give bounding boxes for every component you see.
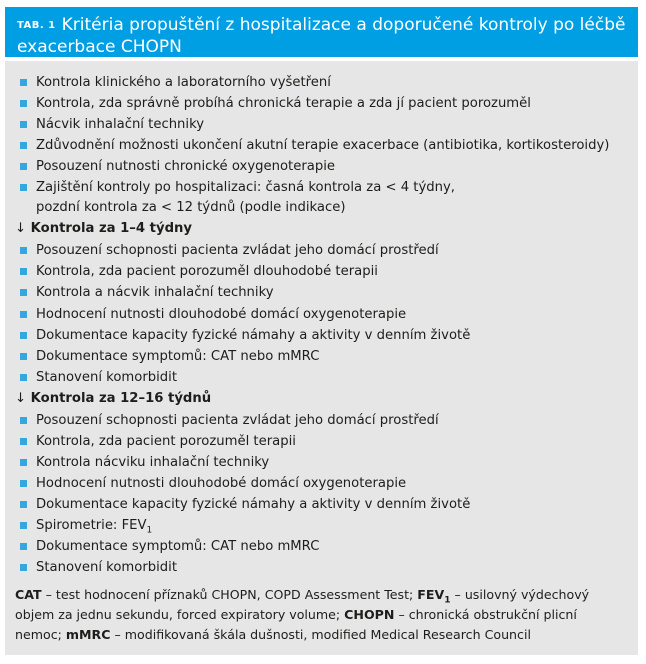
square-bullet-icon [20,374,27,381]
list-item: Hodnocení nutnosti dlouhodobé domácí oxygenoterapie [14,473,638,494]
square-bullet-icon [20,459,27,466]
list-item: Kontrola a nácvik inhalační techniky [14,282,638,303]
square-bullet-icon [20,522,27,529]
discharge-criteria-list [14,72,638,218]
list-item: Kontrola nácviku inhalační techniky [14,452,638,473]
list-item: Dokumentace symptomů: CAT nebo mMRC [14,536,638,557]
list-item: Kontrola klinického a laboratorního vyšetření [14,72,638,93]
table-header [5,7,638,61]
list-item: Posouzení schopnosti pacienta zvládat jeho domácí prostředí [14,240,638,261]
list-item: Stanovení komorbidit [14,367,638,388]
list-item: Dokumentace kapacity fyzické námahy a aktivity v denním životě [14,494,638,515]
square-bullet-icon [20,100,27,107]
square-bullet-icon [20,564,27,571]
list-item: Spirometrie: $FEV_1$ [14,515,638,536]
square-bullet-icon [20,163,27,170]
square-bullet-icon [20,501,27,508]
list-item: Posouzení schopnosti pacienta zvládat jeho domácí prostředí [14,410,638,431]
list-item: Zajištění kontroly po hospitalizaci: časná kontrola za < 4 týdny, pozdní kontrola za < 12 týdnů (podle indikace) [14,177,638,218]
list-item: Zdůvodnění možnosti ukončení akutní terapie exacerbace (antibiotika, kortikosteroidy) [14,135,638,156]
table-title: Kritéria propuštění z hospitalizace a doporučené kontroly po léčbě exacerbace CHOPN [17,15,626,57]
checkup-12-16-weeks-list [14,410,638,579]
abbreviations-footnote: CAT – test hodnocení příznaků CHOPN, COPD Assessment Test; $FEV_1$ – usilovný výdechový objem za jednu sekundu, forced expiratory volume; CHOPN – chronická obstrukční plicní nemoc; mMRC – modifikovaná škála dušnosti, modified Medical Research Council [15,587,590,643]
section-heading-12-16-weeks: ↓ Kontrola za 12–16 týdnů [15,390,212,406]
table-body [5,61,638,645]
list-item: Hodnocení nutnosti dlouhodobé domácí oxygenoterapie [14,304,638,325]
square-bullet-icon [20,417,27,424]
square-bullet-icon [20,121,27,128]
square-bullet-icon [20,332,27,339]
checkup-1-4-weeks-list [14,240,638,388]
list-item: Dokumentace symptomů: CAT nebo mMRC [14,346,638,367]
list-item: Kontrola, zda pacient porozuměl terapii [14,431,638,452]
square-bullet-icon [20,142,27,149]
list-item: Nácvik inhalační techniky [14,114,638,135]
square-bullet-icon [20,79,27,86]
table-number-label: TAB. 1 [17,20,56,31]
subscript-1: 1 [146,525,153,536]
square-bullet-icon [20,311,27,318]
list-item: Dokumentace kapacity fyzické námahy a aktivity v denním životě [14,325,638,346]
square-bullet-icon [20,184,27,191]
square-bullet-icon [20,289,27,296]
square-bullet-icon [20,247,27,254]
table-card [5,7,638,655]
list-item: Kontrola, zda pacient porozuměl dlouhodobé terapii [14,261,638,282]
square-bullet-icon [20,543,27,550]
section-heading-1-4-weeks: ↓ Kontrola za 1–4 týdny [15,221,192,237]
list-item: Kontrola, zda správně probíhá chronická terapie a zda jí pacient porozuměl [14,93,638,114]
square-bullet-icon [20,268,27,275]
square-bullet-icon [20,480,27,487]
square-bullet-icon [20,353,27,360]
list-item: Stanovení komorbidit [14,557,638,578]
square-bullet-icon [20,438,27,445]
list-item: Posouzení nutnosti chronické oxygenoterapie [14,156,638,177]
down-arrow-icon: ↓ [15,221,27,237]
down-arrow-icon: ↓ [15,390,27,406]
